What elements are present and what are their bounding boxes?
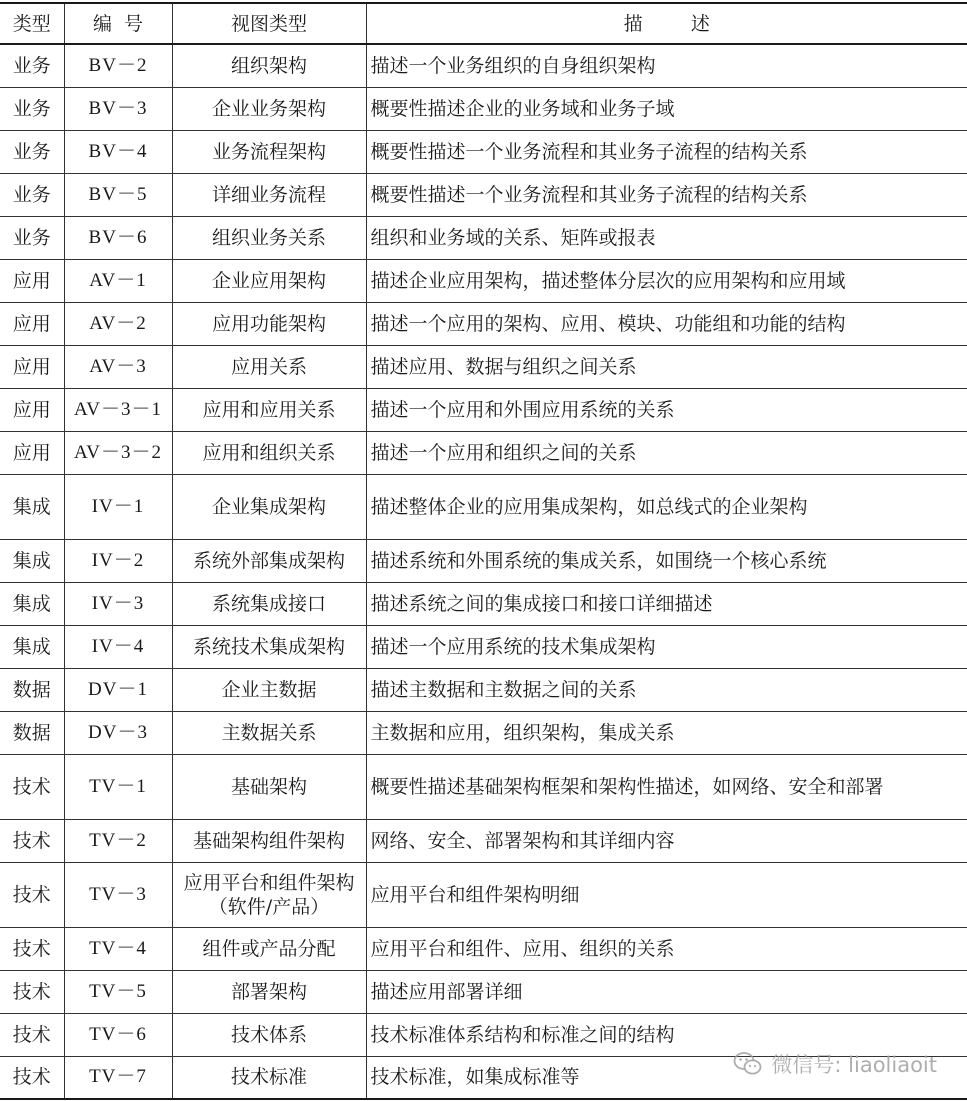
cell-type: 数据 [0, 711, 64, 754]
cell-description: 应用平台和组件架构明细 [366, 862, 967, 927]
cell-description: 概要性描述一个业务流程和其业务子流程的结构关系 [366, 130, 967, 173]
cell-type: 技术 [0, 819, 64, 862]
cell-type: 集成 [0, 539, 64, 582]
cell-view-type: 部署架构 [172, 970, 366, 1013]
cell-view-type: 主数据关系 [172, 711, 366, 754]
cell-code: AV－3－2 [64, 431, 172, 474]
cell-view-type: 系统技术集成架构 [172, 625, 366, 668]
table-row [0, 431, 967, 474]
header-code: 编 号 [64, 3, 172, 44]
cell-code: TV－3 [64, 862, 172, 927]
table-row [0, 87, 967, 130]
cell-type: 应用 [0, 388, 64, 431]
cell-code: TV－2 [64, 819, 172, 862]
cell-description: 组织和业务域的关系、矩阵或报表 [366, 216, 967, 259]
cell-code: AV－3－1 [64, 388, 172, 431]
cell-type: 技术 [0, 1056, 64, 1099]
cell-type: 技术 [0, 862, 64, 927]
cell-view-type: 企业集成架构 [172, 474, 366, 539]
cell-description: 描述一个应用和外围应用系统的关系 [366, 388, 967, 431]
cell-view-type: 组织业务关系 [172, 216, 366, 259]
table-row [0, 173, 967, 216]
cell-type: 业务 [0, 130, 64, 173]
cell-code: AV－2 [64, 302, 172, 345]
watermark-text: 微信号: liaoliaoit [771, 1053, 937, 1077]
cell-type: 集成 [0, 474, 64, 539]
cell-description: 描述企业应用架构，描述整体分层次的应用架构和应用域 [366, 259, 967, 302]
cell-code: IV－2 [64, 539, 172, 582]
cell-code: BV－4 [64, 130, 172, 173]
cell-type: 业务 [0, 216, 64, 259]
table-row [0, 216, 967, 259]
table-row [0, 625, 967, 668]
cell-description: 网络、安全、部署架构和其详细内容 [366, 819, 967, 862]
cell-description: 描述应用、数据与组织之间关系 [366, 345, 967, 388]
cell-view-type: 企业业务架构 [172, 87, 366, 130]
cell-description: 描述一个业务组织的自身组织架构 [366, 44, 967, 87]
cell-code: DV－1 [64, 668, 172, 711]
cell-type: 应用 [0, 431, 64, 474]
cell-code: IV－4 [64, 625, 172, 668]
cell-view-type: 应用和应用关系 [172, 388, 366, 431]
cell-view-type: 企业主数据 [172, 668, 366, 711]
cell-code: BV－5 [64, 173, 172, 216]
cell-view-type: 应用功能架构 [172, 302, 366, 345]
table-row [0, 927, 967, 970]
cell-type: 业务 [0, 173, 64, 216]
cell-description: 描述系统之间的集成接口和接口详细描述 [366, 582, 967, 625]
cell-view-type: 应用和组织关系 [172, 431, 366, 474]
cell-description: 概要性描述一个业务流程和其业务子流程的结构关系 [366, 173, 967, 216]
table-header-row [0, 3, 967, 44]
table-body [0, 44, 967, 1099]
cell-code: DV－3 [64, 711, 172, 754]
cell-type: 技术 [0, 927, 64, 970]
cell-type: 应用 [0, 259, 64, 302]
cell-description: 描述一个应用系统的技术集成架构 [366, 625, 967, 668]
cell-view-type: 业务流程架构 [172, 130, 366, 173]
cell-view-type: 组件或产品分配 [172, 927, 366, 970]
table-row [0, 1056, 967, 1099]
cell-view-type: 基础架构 [172, 754, 366, 819]
table-row [0, 259, 967, 302]
cell-description: 描述主数据和主数据之间的关系 [366, 668, 967, 711]
table-row [0, 862, 967, 927]
cell-code: AV－3 [64, 345, 172, 388]
cell-code: BV－3 [64, 87, 172, 130]
cell-type: 集成 [0, 582, 64, 625]
table-row [0, 711, 967, 754]
cell-description: 描述一个应用和组织之间的关系 [366, 431, 967, 474]
cell-code: AV－1 [64, 259, 172, 302]
cell-view-type: 详细业务流程 [172, 173, 366, 216]
cell-description: 描述应用部署详细 [366, 970, 967, 1013]
cell-description: 描述一个应用的架构、应用、模块、功能组和功能的结构 [366, 302, 967, 345]
cell-type: 集成 [0, 625, 64, 668]
header-view-type: 视图类型 [172, 3, 366, 44]
cell-view-type: 系统外部集成架构 [172, 539, 366, 582]
cell-code: TV－5 [64, 970, 172, 1013]
cell-description: 应用平台和组件、应用、组织的关系 [366, 927, 967, 970]
table-row [0, 970, 967, 1013]
cell-code: TV－1 [64, 754, 172, 819]
cell-code: IV－3 [64, 582, 172, 625]
cell-description: 主数据和应用，组织架构，集成关系 [366, 711, 967, 754]
cell-type: 应用 [0, 345, 64, 388]
cell-view-type: 技术体系 [172, 1013, 366, 1056]
cell-type: 数据 [0, 668, 64, 711]
cell-view-type: 企业应用架构 [172, 259, 366, 302]
table-row [0, 539, 967, 582]
cell-code: BV－6 [64, 216, 172, 259]
table-row [0, 582, 967, 625]
table-row [0, 668, 967, 711]
table-row [0, 302, 967, 345]
cell-type: 技术 [0, 970, 64, 1013]
cell-view-type: 基础架构组件架构 [172, 819, 366, 862]
table-row [0, 388, 967, 431]
cell-code: BV－2 [64, 44, 172, 87]
header-description: 描 述 [366, 3, 967, 44]
table-row [0, 130, 967, 173]
cell-description: 概要性描述企业的业务域和业务子域 [366, 87, 967, 130]
cell-view-type: 系统集成接口 [172, 582, 366, 625]
cell-type: 技术 [0, 754, 64, 819]
cell-type: 业务 [0, 44, 64, 87]
cell-code: IV－1 [64, 474, 172, 539]
cell-code: TV－4 [64, 927, 172, 970]
cell-description: 描述整体企业的应用集成架构，如总线式的企业架构 [366, 474, 967, 539]
cell-description: 描述系统和外围系统的集成关系，如围绕一个核心系统 [366, 539, 967, 582]
cell-description: 技术标准，如集成标准等 [366, 1056, 967, 1099]
cell-type: 业务 [0, 87, 64, 130]
cell-view-type: 应用平台和组件架构（软件/产品） [172, 862, 366, 927]
table-row [0, 819, 967, 862]
cell-type: 应用 [0, 302, 64, 345]
table-row [0, 474, 967, 539]
cell-description: 概要性描述基础架构框架和架构性描述，如网络、安全和部署 [366, 754, 967, 819]
table-row [0, 1013, 967, 1056]
header-type: 类型 [0, 3, 64, 44]
table-row [0, 44, 967, 87]
cell-view-type: 应用关系 [172, 345, 366, 388]
cell-code: TV－6 [64, 1013, 172, 1056]
architecture-view-table [0, 2, 967, 1100]
cell-code: TV－7 [64, 1056, 172, 1099]
cell-view-type: 技术标准 [172, 1056, 366, 1099]
cell-view-type: 组织架构 [172, 44, 366, 87]
cell-type: 技术 [0, 1013, 64, 1056]
table-row [0, 345, 967, 388]
table-row [0, 754, 967, 819]
cell-description: 技术标准体系结构和标准之间的结构 [366, 1013, 967, 1056]
